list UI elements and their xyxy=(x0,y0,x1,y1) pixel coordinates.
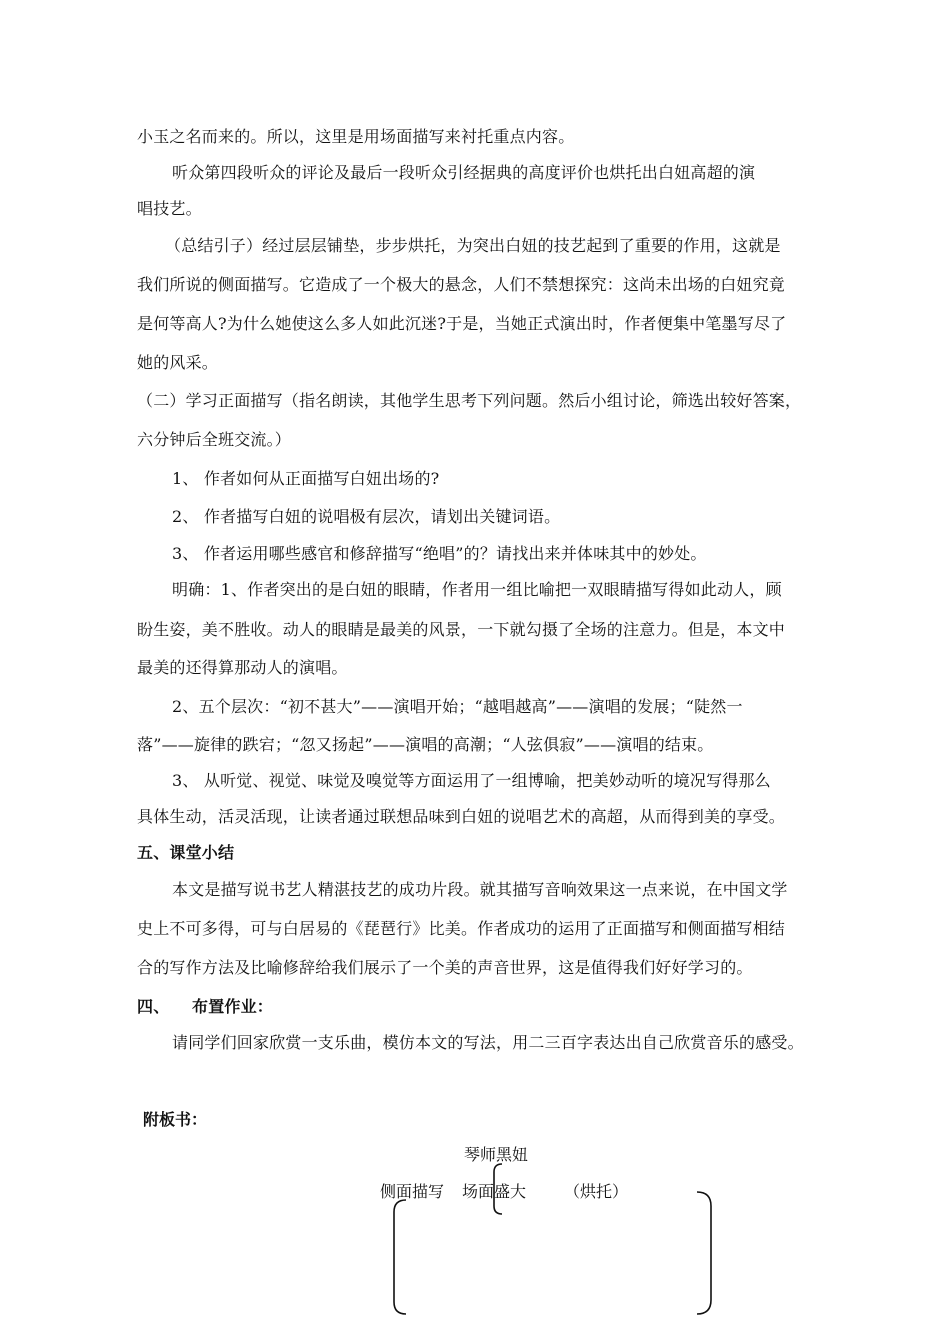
text-line: 六分钟后全班交流。） xyxy=(137,430,292,449)
question-item: 3、 作者运用哪些感官和修辞描写“绝唱”的？请找出来并体味其中的妙处。 xyxy=(172,544,707,563)
text-line: 明确：1、作者突出的是白妞的眼睛，作者用一组比喻把一双眼睛描写得如此动人，顾 xyxy=(172,580,782,599)
board-heading: 附板书： xyxy=(143,1110,208,1129)
section-number: 四、 xyxy=(137,997,170,1016)
text-line: 请同学们回家欣赏一支乐曲，模仿本文的写法，用二三百字表达出自己欣赏音乐的感受。 xyxy=(172,1033,804,1052)
text-line: 是何等高人?为什么她使这么多人如此沉迷?于是，当她正式演出时，作者便集中笔墨写尽了 xyxy=(137,314,787,333)
text-line: 具体生动，活灵活现，让读者通过联想品味到白妞的说唱艺术的高超，从而得到美的享受。 xyxy=(137,807,786,826)
question-item: 1、 作者如何从正面描写白妞出场的? xyxy=(172,469,440,488)
text-line: 听众第四段听众的评论及最后一段听众引经据典的高度评价也烘托出白妞高超的演 xyxy=(172,163,756,182)
text-line: 落”——旋律的跌宕；“忽又扬起”——演唱的高潮；“人弦俱寂”——演唱的结束。 xyxy=(137,735,714,754)
text-line: 2、五个层次：“初不甚大”——演唱开始；“越唱越高”——演唱的发展；“陡然一 xyxy=(172,697,743,716)
text-line: 她的风采。 xyxy=(137,353,219,372)
text-line: 小玉之名而来的。所以，这里是用场面描写来衬托重点内容。 xyxy=(137,127,575,146)
section-heading: 五、课堂小结 xyxy=(137,843,235,862)
text-line: 3、 从听觉、视觉、味觉及嗅觉等方面运用了一组博喻，把美妙动听的境况写得那么 xyxy=(172,771,771,790)
board-side-label: 侧面描写 xyxy=(380,1182,445,1201)
text-line: 合的写作方法及比喻修辞给我们展示了一个美的声音世界，这是值得我们好好学习的。 xyxy=(137,958,753,977)
section-heading: 布置作业： xyxy=(192,997,274,1016)
text-line: 盼生姿，美不胜收。动人的眼睛是最美的风景，一下就勾摄了全场的注意力。但是，本文中 xyxy=(137,620,786,639)
board-left-bracket xyxy=(394,1200,406,1314)
board-scene-label: 场面盛大 xyxy=(462,1182,527,1201)
text-line: 唱技艺。 xyxy=(137,199,202,218)
board-contrast-label: （烘托） xyxy=(564,1182,629,1201)
text-line: 本文是描写说书艺人精湛技艺的成功片段。就其描写音响效果这一点来说，在中国文学 xyxy=(172,880,788,899)
text-line: 史上不可多得，可与白居易的《琵琶行》比美。作者成功的运用了正面描写和侧面描写相结 xyxy=(137,919,786,938)
text-line: 最美的还得算那动人的演唱。 xyxy=(137,658,348,677)
board-title: 琴师黑妞 xyxy=(464,1145,529,1164)
question-item: 2、 作者描写白妞的说唱极有层次，请划出关键词语。 xyxy=(172,507,561,526)
text-line: （二）学习正面描写（指名朗读，其他学生思考下列问题。然后小组讨论，筛选出较好答案， xyxy=(137,391,802,410)
board-right-bracket xyxy=(697,1192,711,1314)
text-line: （总结引子）经过层层铺垫，步步烘托，为突出白妞的技艺起到了重要的作用，这就是 xyxy=(165,236,781,255)
text-line: 我们所说的侧面描写。它造成了一个极大的悬念，人们不禁想探究：这尚未出场的白妞究竟 xyxy=(137,275,786,294)
